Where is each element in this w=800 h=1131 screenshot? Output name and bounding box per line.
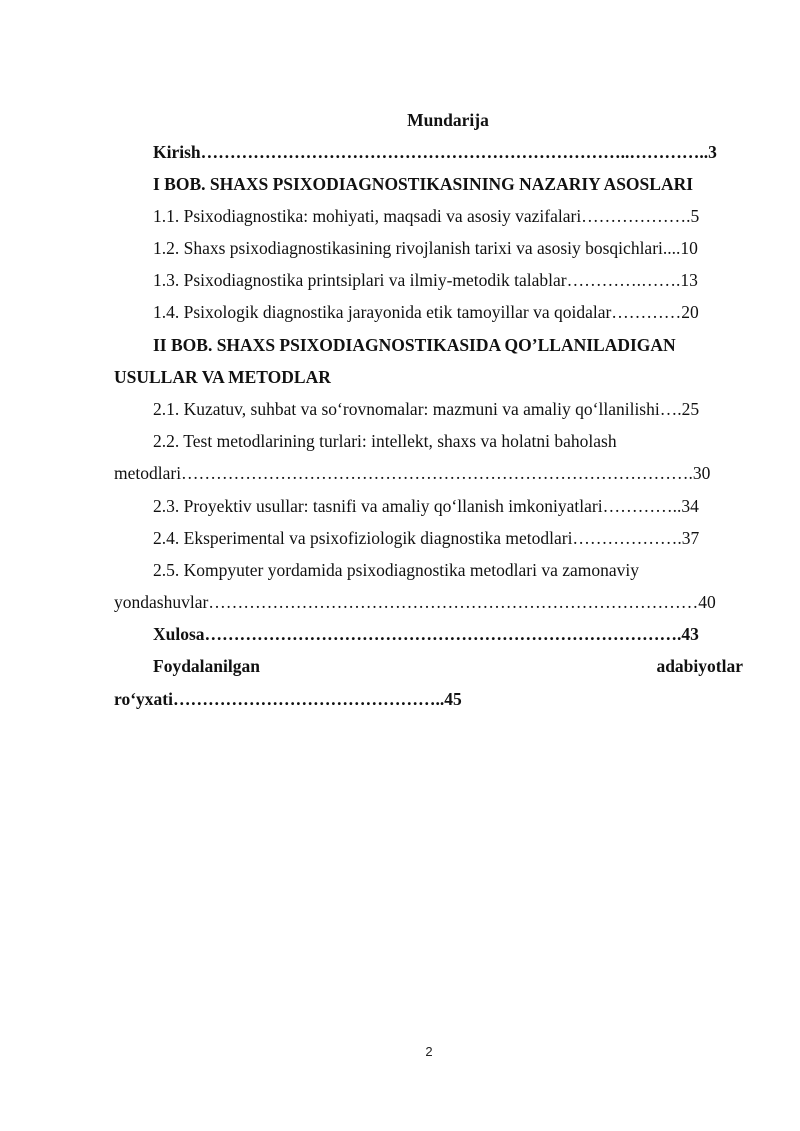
toc-entry-1-1: 1.1. Psixodiagnostika: mohiyati, maqsadi va asosiy vazifalari……………….5	[153, 206, 700, 226]
toc-entry-bibliography-line-2: ro‘yxati………………………………………..45	[114, 689, 462, 709]
toc-entry-2-5-line-2: yondashuvlar…………………………………………………………………………40	[114, 592, 716, 612]
toc-chapter-2-heading-line-2: USULLAR VA METODLAR	[114, 367, 331, 387]
toc-entry-1-3: 1.3. Psixodiagnostika printsiplari va ilmiy-metodik talablar………….…….13	[153, 270, 698, 290]
toc-entry-bibliography-line-1-left: Foydalanilgan	[153, 656, 260, 676]
toc-entry-2-2-line-1: 2.2. Test metodlarining turlari: intellekt, shaxs va holatni baholash	[153, 431, 617, 451]
toc-chapter-1-heading: I BOB. SHAXS PSIXODIAGNOSTIKASINING NAZARIY ASOSLARI	[153, 174, 694, 194]
toc-entry-1-4: 1.4. Psixologik diagnostika jarayonida etik tamoyillar va qoidalar…………20	[153, 302, 699, 322]
toc-entry-kirish: Kirish………………………………………………………………..…………..3	[153, 142, 717, 162]
toc-entry-2-2-line-2: metodlari…………………………………………………………………………….30	[114, 463, 711, 483]
toc-entry-2-3: 2.3. Proyektiv usullar: tasnifi va amaliy qo‘llanish imkoniyatlari…………..34	[153, 496, 699, 516]
toc-entry-1-2: 1.2. Shaxs psixodiagnostikasining rivojlanish tarixi va asosiy bosqichlari....10	[153, 238, 698, 258]
toc-entry-2-4: 2.4. Eksperimental va psixofiziologik diagnostika metodlari……………….37	[153, 528, 700, 548]
toc-chapter-2-heading-line-1: II BOB. SHAXS PSIXODIAGNOSTIKASIDA QO’LLANILADIGAN	[153, 335, 676, 355]
toc-entry-bibliography-line-1-right: adabiyotlar	[656, 656, 743, 676]
page-title: Mundarija	[407, 110, 489, 130]
toc-entry-2-5-line-1: 2.5. Kompyuter yordamida psixodiagnostika metodlari va zamonaviy	[153, 560, 640, 580]
toc-entry-2-1: 2.1. Kuzatuv, suhbat va so‘rovnomalar: mazmuni va amaliy qo‘llanilishi….25	[153, 399, 700, 419]
page-number: 2	[425, 1044, 433, 1059]
toc-entry-xulosa: Xulosa……………………………………………………………………….43	[153, 624, 699, 644]
